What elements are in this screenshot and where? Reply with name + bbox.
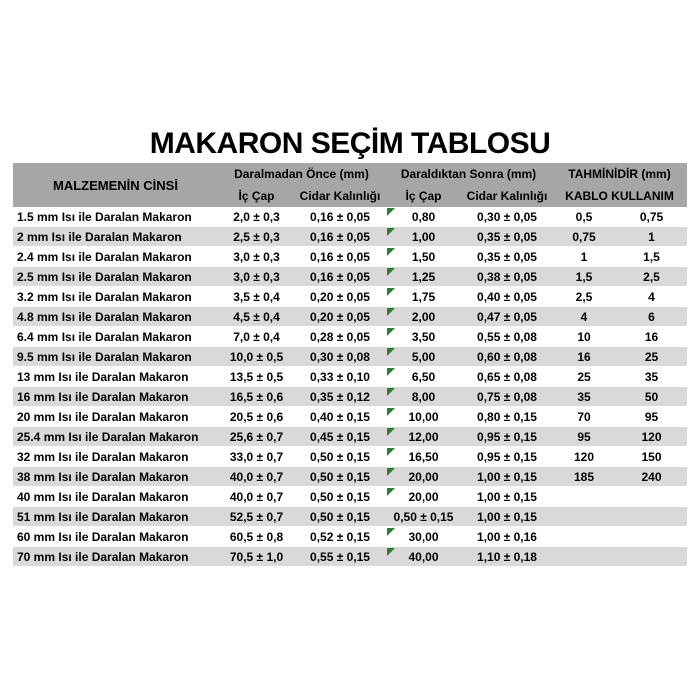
cell-after-inner-diameter: 8,00 [385,387,462,406]
cell-usage: 150 [641,449,662,464]
excel-corner-indicator-icon [387,428,395,436]
excel-corner-indicator-icon [387,388,395,396]
cell-usage: 0,75 [639,209,664,224]
cell-before-wall-thickness: 0,45 ± 0,15 [310,429,370,444]
cell-material: 6.4 mm Isı ile Daralan Makaron [17,329,192,344]
cell-cable: 10 [577,329,591,344]
table-body [13,207,687,567]
header-before-inner-diameter: İç Çap [238,189,275,203]
cell-material: 13 mm Isı ile Daralan Makaron [17,369,189,384]
excel-corner-indicator-icon [387,228,395,236]
cell-before-inner-diameter: 10,0 ± 0,5 [229,349,284,364]
cell-before-wall-thickness: 0,40 ± 0,15 [310,409,370,424]
excel-corner-indicator-icon [387,468,395,476]
cell-before-inner-diameter: 70,5 ± 1,0 [229,549,284,564]
cell-before-inner-diameter: 40,0 ± 0,7 [229,489,284,504]
table-row [13,507,687,527]
table-row [13,487,687,507]
table-row [13,467,687,487]
excel-corner-indicator-icon [387,448,395,456]
table-row [13,307,687,327]
cell-material: 2 mm Isı ile Daralan Makaron [17,229,182,244]
page-title: MAKARON SEÇİM TABLOSU [149,127,551,160]
cell-usage: 35 [644,369,659,384]
cell-usage: 120 [641,429,662,444]
cell-after-inner-diameter: 16,50 [385,447,462,466]
cell-material: 38 mm Isı ile Daralan Makaron [17,469,189,484]
table-row [13,527,687,547]
excel-corner-indicator-icon [387,548,395,556]
cell-after-inner-diameter: 12,00 [385,427,462,446]
cell-before-inner-diameter: 52,5 ± 0,7 [229,509,284,524]
cell-usage: 240 [641,469,662,484]
cell-before-wall-thickness: 0,52 ± 0,15 [310,529,370,544]
excel-corner-indicator-icon [387,408,395,416]
header-after-wall-thickness: Cidar Kalınlığı [466,189,548,203]
cell-usage [616,547,687,566]
cell-before-wall-thickness: 0,55 ± 0,15 [310,549,370,564]
excel-corner-indicator-icon [387,328,395,336]
header-before-wall-thickness: Cidar Kalınlığı [299,189,381,203]
cell-usage: 1,5 [643,249,660,264]
cell-after-inner-diameter: 20,00 [385,467,462,486]
excel-corner-indicator-icon [387,288,395,296]
cell-after-inner-diameter: 1,00 [385,227,462,246]
makaron-selection-table [13,163,687,567]
cell-material: 9.5 mm Isı ile Daralan Makaron [17,349,192,364]
cell-material: 2.4 mm Isı ile Daralan Makaron [17,249,192,264]
cell-after-inner-diameter: 1,50 [385,247,462,266]
cell-before-inner-diameter: 3,0 ± 0,3 [233,269,280,284]
cell-material: 40 mm Isı ile Daralan Makaron [17,489,189,504]
cell-after-wall-thickness: 0,40 ± 0,05 [477,289,537,304]
cell-cable: 0,5 [575,209,593,224]
excel-corner-indicator-icon [387,248,395,256]
cell-after-inner-diameter: 20,00 [385,487,462,506]
cell-material: 20 mm Isı ile Daralan Makaron [17,409,189,424]
cell-before-inner-diameter: 7,0 ± 0,4 [233,329,280,344]
cell-usage [616,487,687,506]
cell-material: 32 mm Isı ile Daralan Makaron [17,449,189,464]
cell-cable: 0,75 [572,229,596,244]
table-row [13,267,687,287]
table-row [13,447,687,467]
cell-after-inner-diameter: 6,50 [385,367,462,386]
cell-after-inner-diameter: 0,50 ± 0,15 [393,509,454,524]
cell-before-inner-diameter: 13,5 ± 0,5 [229,369,284,384]
cell-after-wall-thickness: 1,00 ± 0,16 [477,529,537,544]
cell-usage: 50 [644,389,659,404]
cell-after-inner-diameter: 30,00 [385,527,462,546]
cell-before-inner-diameter: 3,5 ± 0,4 [233,289,280,304]
cell-before-wall-thickness: 0,50 ± 0,15 [310,489,370,504]
cell-before-wall-thickness: 0,20 ± 0,05 [310,289,370,304]
cell-after-inner-diameter: 5,00 [385,347,462,366]
cell-after-wall-thickness: 1,00 ± 0,15 [477,469,537,484]
cell-cable [552,527,616,546]
cell-before-inner-diameter: 16,5 ± 0,6 [229,389,284,404]
cell-usage: 16 [644,329,659,344]
cell-after-inner-diameter: 10,00 [385,407,462,426]
cell-before-wall-thickness: 0,33 ± 0,10 [310,369,370,384]
cell-cable [552,487,616,506]
cell-before-inner-diameter: 60,5 ± 0,8 [229,529,284,544]
table-row [13,247,687,267]
excel-corner-indicator-icon [387,528,395,536]
cell-after-wall-thickness: 0,47 ± 0,05 [477,309,537,324]
cell-before-wall-thickness: 0,20 ± 0,05 [310,309,370,324]
cell-before-wall-thickness: 0,28 ± 0,05 [310,329,370,344]
cell-before-inner-diameter: 2,5 ± 0,3 [233,229,280,244]
table-row [13,287,687,307]
cell-before-wall-thickness: 0,50 ± 0,15 [310,449,370,464]
cell-cable [552,507,616,526]
cell-after-wall-thickness: 0,38 ± 0,05 [477,269,537,284]
table-row [13,227,687,247]
table-row [13,387,687,407]
cell-after-inner-diameter: 0,80 [385,207,462,226]
cell-after-wall-thickness: 0,65 ± 0,08 [477,369,537,384]
cell-usage: 95 [644,409,659,424]
cell-cable: 4 [580,309,588,324]
cell-material: 25.4 mm Isı ile Daralan Makaron [17,429,199,444]
table-header [13,163,687,207]
cell-after-inner-diameter: 2,00 [385,307,462,326]
cell-usage: 1 [648,229,655,244]
cell-cable [552,547,616,566]
excel-corner-indicator-icon [387,368,395,376]
cell-after-wall-thickness: 1,00 ± 0,15 [477,509,537,524]
header-group-estimate: TAHMİNİDİR (mm) [568,167,671,181]
excel-corner-indicator-icon [387,268,395,276]
cell-before-wall-thickness: 0,16 ± 0,05 [310,209,370,224]
cell-before-inner-diameter: 3,0 ± 0,3 [233,249,280,264]
cell-after-wall-thickness: 0,75 ± 0,08 [477,389,537,404]
cell-before-inner-diameter: 25,6 ± 0,7 [229,429,284,444]
excel-corner-indicator-icon [387,208,395,216]
cell-cable: 16 [577,349,591,364]
cell-before-inner-diameter: 4,5 ± 0,4 [233,309,280,324]
table-row [13,347,687,367]
cell-material: 1.5 mm Isı ile Daralan Makaron [17,209,192,224]
table-row [13,547,687,567]
cell-before-wall-thickness: 0,30 ± 0,08 [310,349,370,364]
cell-cable: 120 [573,449,595,464]
cell-cable: 95 [577,429,591,444]
cell-before-wall-thickness: 0,16 ± 0,05 [310,229,370,244]
cell-usage: 4 [648,289,655,304]
cell-material: 2.5 mm Isı ile Daralan Makaron [17,269,192,284]
cell-after-wall-thickness: 0,55 ± 0,08 [477,329,537,344]
cell-after-wall-thickness: 0,95 ± 0,15 [477,449,537,464]
cell-after-inner-diameter: 3,50 [385,327,462,346]
cell-material: 3.2 mm Isı ile Daralan Makaron [17,289,192,304]
cell-before-wall-thickness: 0,16 ± 0,05 [310,249,370,264]
cell-after-wall-thickness: 0,80 ± 0,15 [477,409,537,424]
cell-material: 16 mm Isı ile Daralan Makaron [17,389,189,404]
cell-before-inner-diameter: 20,5 ± 0,6 [229,409,284,424]
cell-cable: 70 [577,409,591,424]
cell-after-wall-thickness: 0,95 ± 0,15 [477,429,537,444]
cell-usage: 2,5 [643,269,660,284]
cell-before-wall-thickness: 0,35 ± 0,12 [310,389,370,404]
cell-after-wall-thickness: 0,60 ± 0,08 [477,349,537,364]
cell-before-wall-thickness: 0,50 ± 0,15 [310,509,370,524]
cell-usage [616,527,687,546]
header-group-before-shrink: Daralmadan Önce (mm) [234,167,369,181]
header-after-inner-diameter: İç Çap [405,189,442,203]
cell-cable: 25 [577,369,591,384]
cell-material: 51 mm Isı ile Daralan Makaron [17,509,189,524]
excel-corner-indicator-icon [387,488,395,496]
header-cable-usage: KABLO KULLANIM [565,189,674,203]
cell-material: 70 mm Isı ile Daralan Makaron [17,549,189,564]
header-group-after-shrink: Daraldıktan Sonra (mm) [400,167,537,181]
cell-after-inner-diameter: 1,75 [385,287,462,306]
cell-before-inner-diameter: 33,0 ± 0,7 [229,449,284,464]
cell-cable: 35 [577,389,591,404]
table-row [13,427,687,447]
cell-after-inner-diameter: 1,25 [385,267,462,286]
cell-cable: 1,5 [575,269,593,284]
header-material-type: MALZEMENİN CİNSİ [53,177,178,193]
cell-material: 4.8 mm Isı ile Daralan Makaron [17,309,192,324]
table-row [13,207,687,227]
excel-corner-indicator-icon [387,348,395,356]
cell-after-wall-thickness: 1,00 ± 0,15 [477,489,537,504]
cell-material: 60 mm Isı ile Daralan Makaron [17,529,189,544]
cell-usage: 25 [644,349,659,364]
cell-before-wall-thickness: 0,16 ± 0,05 [310,269,370,284]
cell-before-inner-diameter: 40,0 ± 0,7 [229,469,284,484]
cell-cable: 1 [580,249,588,264]
excel-corner-indicator-icon [387,308,395,316]
cell-usage: 6 [648,309,655,324]
cell-before-inner-diameter: 2,0 ± 0,3 [233,209,280,224]
cell-after-wall-thickness: 1,10 ± 0,18 [477,549,537,564]
cell-after-wall-thickness: 0,35 ± 0,05 [477,249,537,264]
cell-cable: 2,5 [575,289,593,304]
cell-after-inner-diameter: 40,00 [385,547,462,566]
table-row [13,327,687,347]
cell-after-wall-thickness: 0,30 ± 0,05 [477,209,537,224]
table-row [13,407,687,427]
table-row [13,367,687,387]
cell-usage [616,507,687,526]
cell-cable: 185 [573,469,595,484]
cell-after-wall-thickness: 0,35 ± 0,05 [477,229,537,244]
cell-before-wall-thickness: 0,50 ± 0,15 [310,469,370,484]
